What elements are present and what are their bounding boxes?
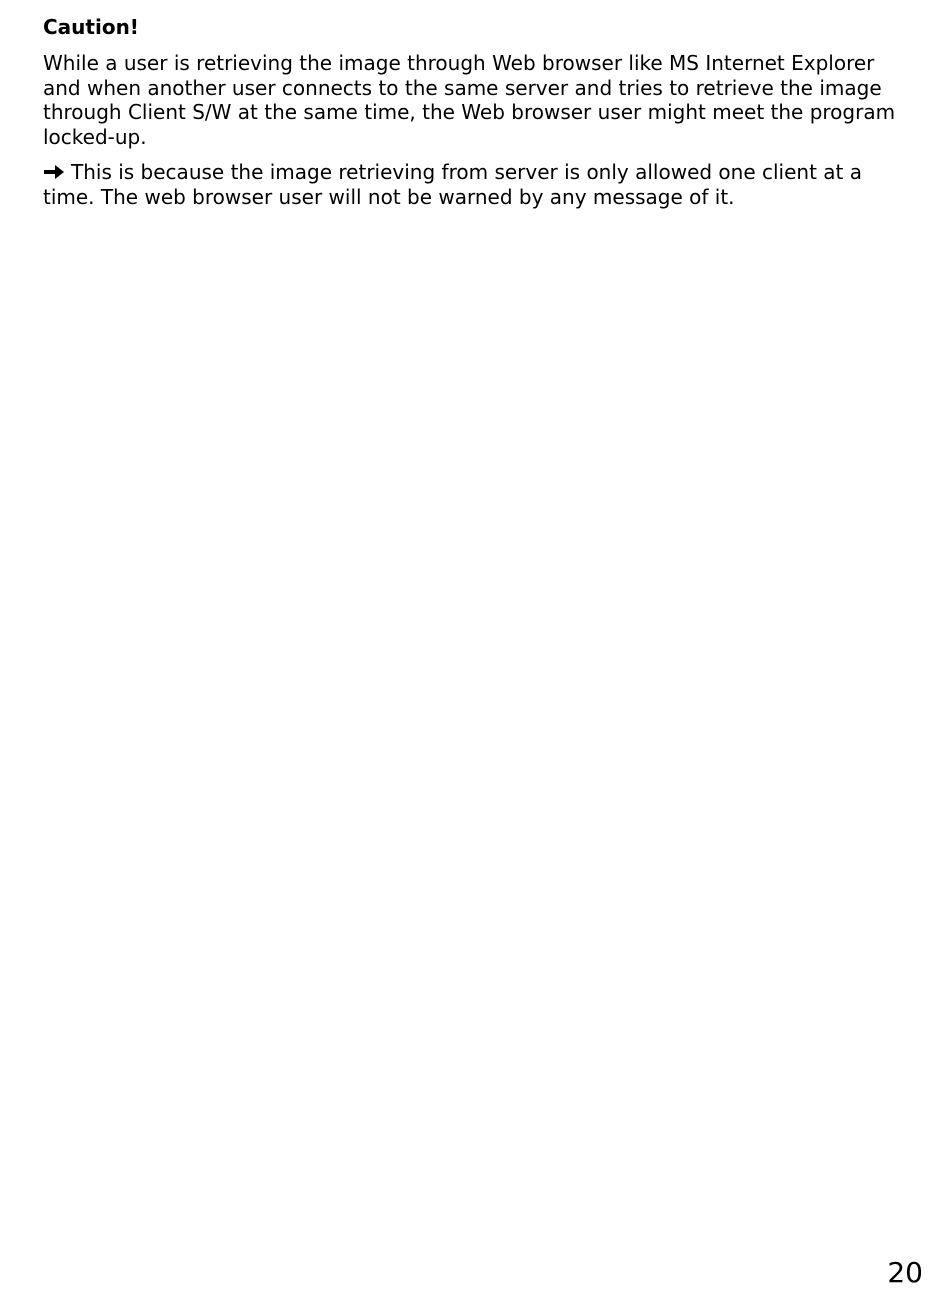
paragraph-line: While a user is retrieving the image through Web browser like MS Internet Explorer	[43, 51, 875, 75]
paragraph-line: locked-up.	[43, 124, 147, 149]
paragraph-line: and when another user connects to the same server and tries to retrieve the image	[43, 75, 882, 100]
right-arrow-icon	[43, 163, 65, 181]
caution-heading: Caution!	[43, 15, 139, 39]
paragraph-line: This is because the image retrieving from server is only allowed one client at a	[71, 160, 862, 184]
explanation-paragraph	[43, 160, 943, 209]
paragraph-line: time. The web browser user will not be warned by any message of it.	[43, 184, 735, 209]
caution-paragraph	[43, 51, 943, 149]
paragraph-line: through Client S/W at the same time, the Web browser user might meet the program	[43, 100, 896, 124]
document-body	[43, 14, 943, 220]
page-number: 20	[887, 1256, 923, 1289]
